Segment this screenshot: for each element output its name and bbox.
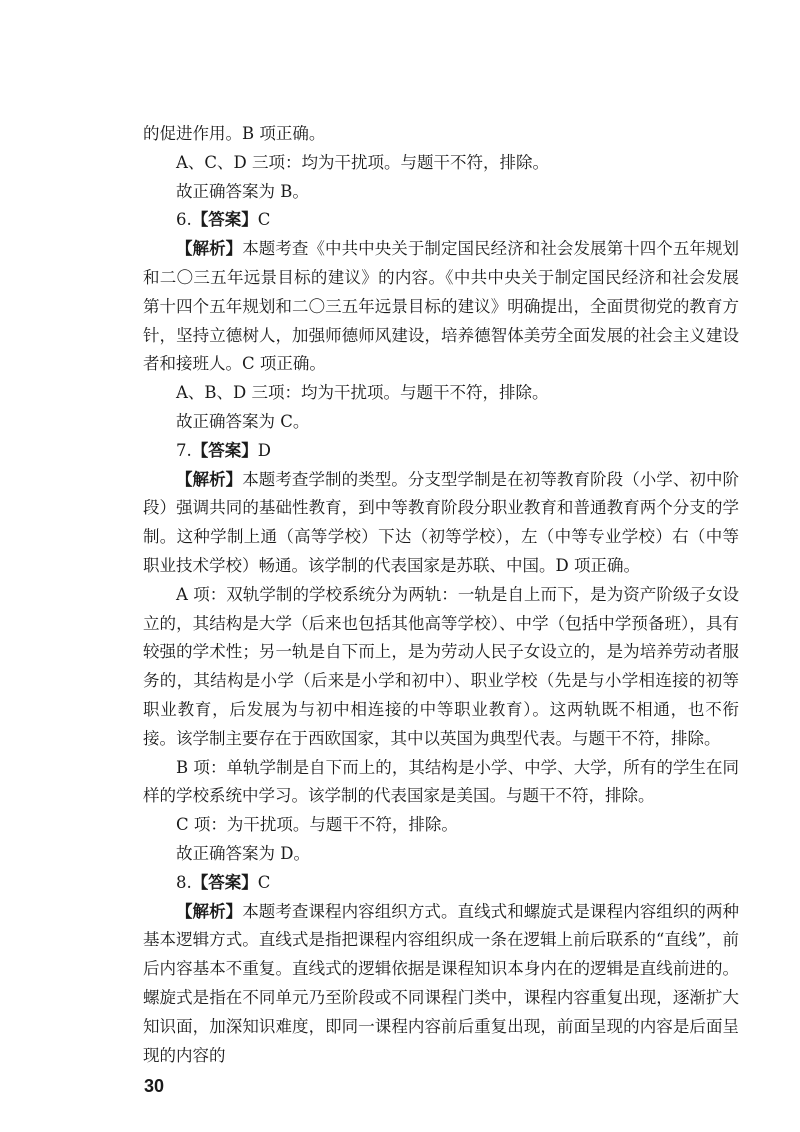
paragraph-text: D (257, 440, 271, 460)
answer-line (143, 869, 739, 898)
paragraph-text: C (257, 872, 271, 892)
paragraph (143, 235, 739, 379)
paragraph (143, 811, 739, 840)
paragraph (143, 149, 739, 178)
paragraph-text: C (257, 210, 271, 230)
paragraph (143, 120, 739, 149)
answer-tag: 【答案】 (191, 210, 258, 230)
paragraph (143, 754, 739, 812)
paragraph (143, 581, 739, 754)
paragraph-text: 本题考查学制的类型。分支型学制是在初等教育阶段（小学、初中阶段）强调共同的基础性教育，到中等教育阶段分职业教育和普通教育两个分支的学制。这种学制上通（高等学校）下达（初等学校），左（中等专业学校）右（中等职业技术学校）畅通。该学制的代表国家是苏联、中国。D 项正确。 (143, 469, 740, 575)
paragraph-text: A、B、D 三项：均为干扰项。与题干不符，排除。 (176, 383, 549, 403)
answer-line (143, 437, 739, 466)
paragraph-text: 的促进作用。B 项正确。 (143, 124, 326, 143)
paragraph (143, 466, 739, 581)
analysis-tag: 【解析】 (176, 239, 243, 259)
paragraph (143, 408, 739, 437)
paragraph-text: A、C、D 三项：均为干扰项。与题干不符，排除。 (176, 152, 550, 172)
paragraph-text: 本题考查课程内容组织方式。直线式和螺旋式是课程内容组织的两种基本逻辑方式。直线式是指把课程内容组织成一条在逻辑上前后联系的“直线”，前后内容基本不重复。直线式的逻辑依据是课程知识本身内在的逻辑是直线前进的。螺旋式是指在不同单元乃至阶段或不同课程门类中，课程内容重复出现，逐渐扩大知识面，加深知识难度，即同一课程内容前后重复出现，前面呈现的内容是后面呈现的内容的 (143, 901, 740, 1065)
analysis-tag: 【解析】 (176, 469, 243, 489)
answer-explanations (143, 120, 739, 1070)
paragraph-text: C 项：为干扰项。与题干不符，排除。 (176, 815, 458, 835)
paragraph (143, 379, 739, 408)
paragraph (143, 898, 739, 1071)
paragraph (143, 178, 739, 207)
paragraph-text: A 项：双轨学制的学校系统分为两轨：一轨是自上而下，是为资产阶级子女设立的，其结构是大学（后来也包括其他高等学校）、中学（包括中学预备班），具有较强的学术性；另一轨是自下而上，是为劳动人民子女设立的，是为培养劳动者服务的，其结构是小学（后来是小学和初中）、职业学校（先是与小学相连接的初等职业教育，后发展为与初中相连接的中等职业教育）。这两轨既不相通，也不衔接。该学制主要存在于西欧国家，其中以英国为典型代表。与题干不符，排除。 (143, 584, 739, 748)
analysis-tag: 【解析】 (176, 901, 243, 921)
question-number: 6. (176, 210, 192, 230)
question-number: 7. (176, 440, 192, 460)
paragraph-text: 故正确答案为 C。 (176, 411, 310, 431)
paragraph-text: 本题考查《中共中央关于制定国民经济和社会发展第十四个五年规划和二〇三五年远景目标的建议》的内容。《中共中央关于制定国民经济和社会发展第十四个五年规划和二〇三五年远景目标的建议》明确提出，全面贯彻党的教育方针，坚持立德树人，加强师德师风建设，培养德智体美劳全面发展的社会主义建设者和接班人。C 项正确。 (143, 239, 740, 374)
paragraph (143, 840, 739, 869)
page-number: 30 (144, 1076, 165, 1096)
paragraph-text: B 项：单轨学制是自下而上的，其结构是小学、中学、大学，所有的学生在同样的学校系统中学习。该学制的代表国家是美国。与题干不符，排除。 (143, 757, 739, 806)
answer-tag: 【答案】 (191, 872, 258, 892)
paragraph-text: 故正确答案为 D。 (176, 843, 310, 863)
question-number: 8. (176, 872, 192, 892)
answer-line (143, 206, 739, 235)
paragraph-text: 故正确答案为 B。 (176, 181, 309, 201)
answer-tag: 【答案】 (191, 440, 258, 460)
